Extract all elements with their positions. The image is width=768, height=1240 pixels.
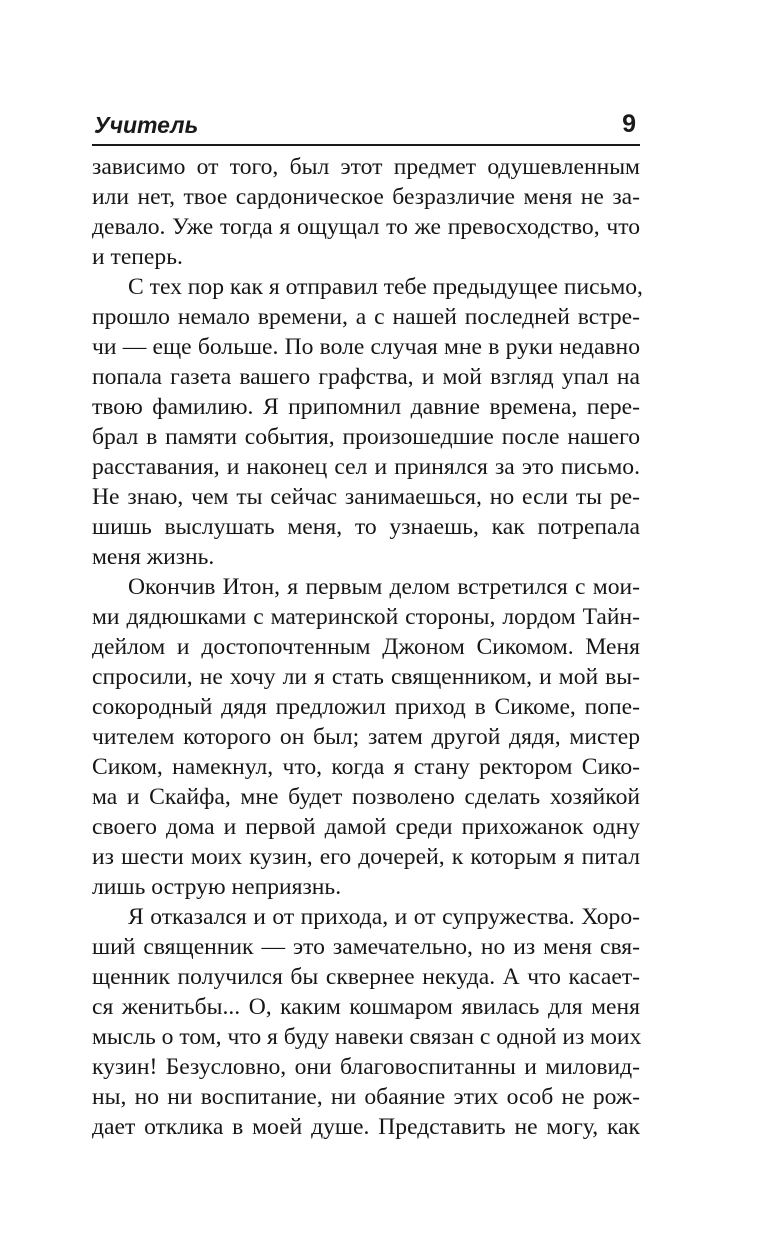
running-header (92, 108, 640, 146)
text-line: чителем которого он был; затем другой дядя, мистер (92, 724, 640, 750)
page-number: 9 (622, 110, 636, 138)
text-line: дейлом и достопочтенным Джоном Сикомом. Меня (92, 634, 640, 660)
text-line: сокородный дядя предложил приход в Сикоме, попе- (92, 694, 640, 720)
text-line: ма и Скайфа, мне будет позволено сделать хозяйкой (92, 784, 640, 810)
running-title: Учитель (94, 112, 199, 138)
text-line: шишь выслушать меня, то узнаешь, как потрепала (92, 514, 640, 540)
text-line: меня жизнь. (92, 544, 215, 570)
body-text (92, 152, 643, 1142)
text-line: чи — еще больше. По воле случая мне в руки недавно (92, 334, 640, 360)
text-line: спросили, не хочу ли я стать священником, и мой вы- (92, 664, 640, 690)
text-line: ны, но ни воспитание, ни обаяние этих особ не рож- (92, 1084, 640, 1110)
text-line: лишь острую неприязнь. (92, 874, 342, 900)
text-line: из шести моих кузин, его дочерей, к которым я питал (92, 844, 640, 870)
text-line: ми дядюшками с материнской стороны, лордом Тайн- (92, 604, 640, 630)
text-line: мысль о том, что я буду навеки связан с одной из моих (92, 1024, 642, 1050)
text-line: или нет, твое сардоническое безразличие меня не за- (92, 184, 640, 210)
text-line: брал в памяти события, произошедшие после нашего (92, 424, 640, 450)
text-line: дает отклика в моей душе. Представить не могу, как (92, 1114, 640, 1140)
text-line: Не знаю, чем ты сейчас занимаешься, но если ты ре- (92, 484, 640, 510)
text-line: попала газета вашего графства, и мой взгляд упал на (92, 364, 640, 390)
text-line: расставания, и наконец сел и принялся за это письмо. (92, 454, 640, 480)
text-line: ся женитьбы... О, каким кошмаром явилась для меня (92, 994, 640, 1020)
text-line: своего дома и первой дамой среди прихожанок одну (92, 814, 640, 840)
paragraph-first-line: С тех пор как я отправил тебе предыдущее письмо, (128, 274, 643, 300)
text-line: твою фамилию. Я припомнил давние времена, пере- (92, 394, 640, 420)
text-line: и теперь. (92, 244, 183, 270)
text-line: щенник получился бы сквернее некуда. А что касает- (92, 964, 640, 990)
text-line: прошло немало времени, а с нашей последней встре- (92, 304, 640, 330)
text-line: зависимо от того, был этот предмет одушевленным (92, 154, 640, 180)
text-line: Сиком, намекнул, что, когда я стану ректором Сико- (92, 754, 640, 780)
paragraph-first-line: Окончив Итон, я первым делом встретился с мои- (128, 574, 640, 600)
text-line: девало. Уже тогда я ощущал то же превосходство, что (92, 214, 640, 240)
paragraph-first-line: Я отказался и от прихода, и от супружества. Хоро- (128, 904, 640, 930)
text-line: кузин! Безусловно, они благовоспитанны и миловид- (92, 1054, 640, 1080)
text-line: ший священник — это замечательно, но из меня свя- (92, 934, 640, 960)
